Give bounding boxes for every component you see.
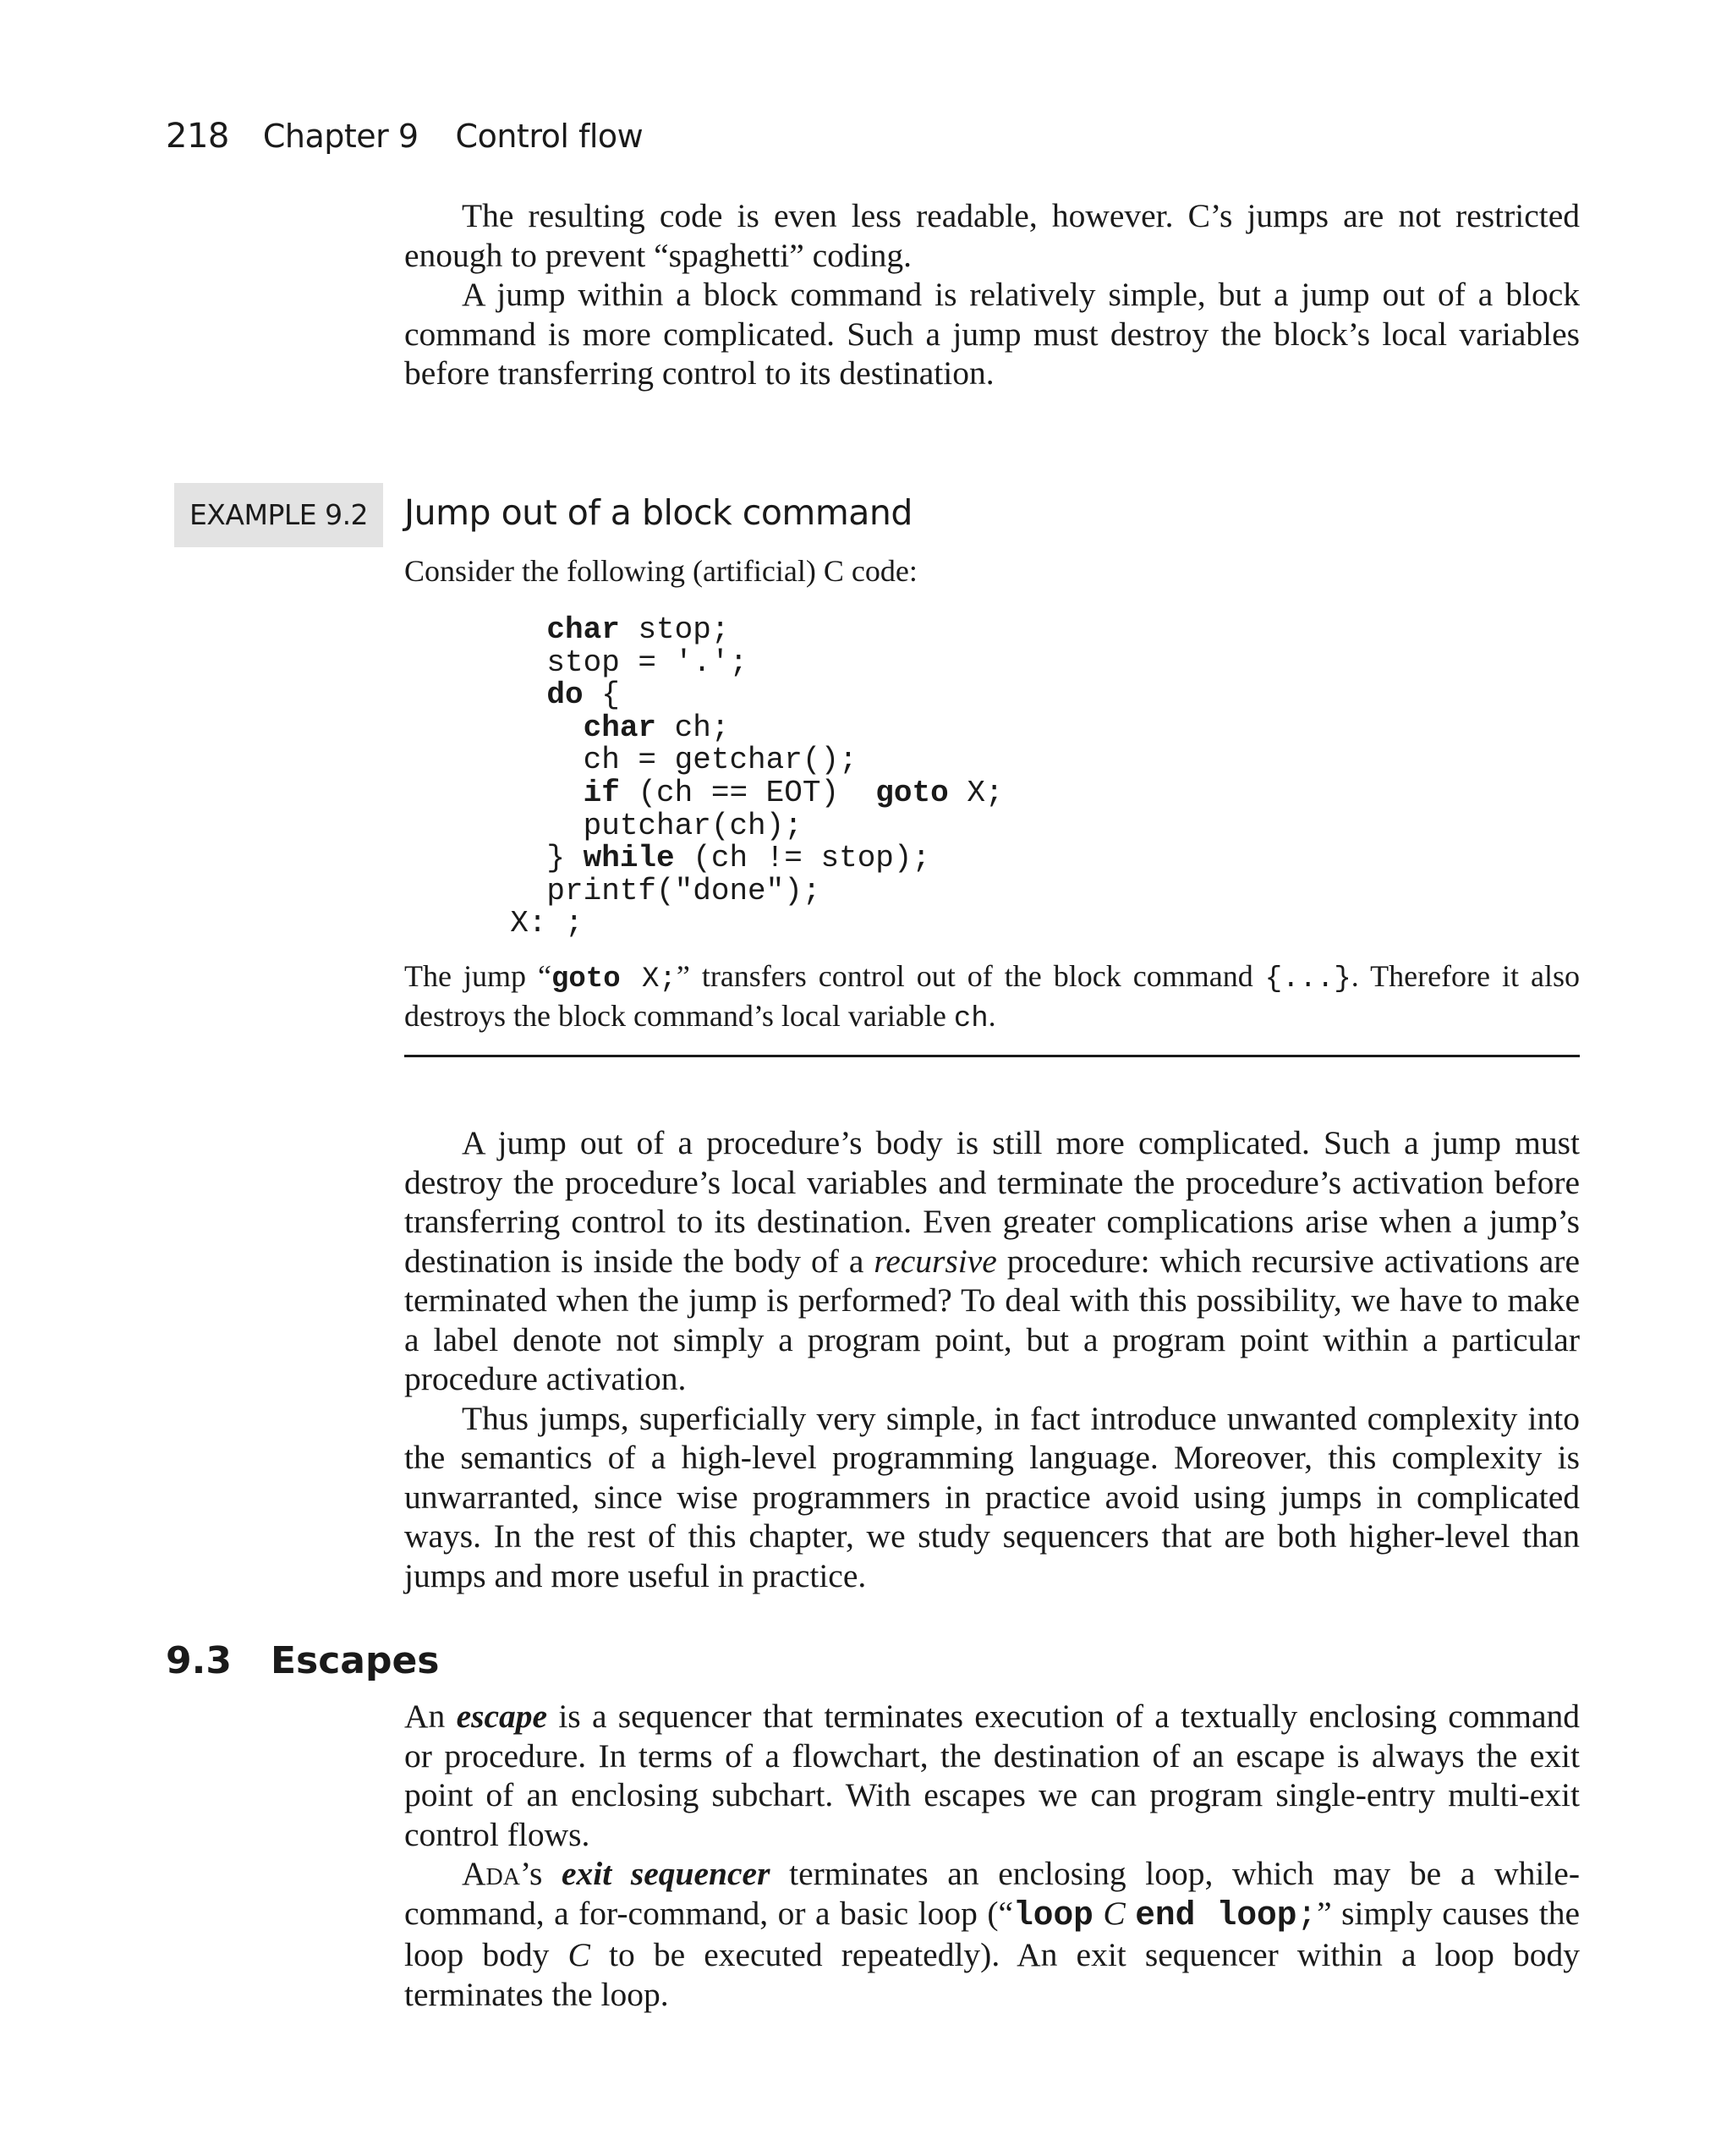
code-keyword: loop <box>1013 1895 1093 1934</box>
section-heading <box>166 1639 440 1682</box>
code-text: { <box>583 678 620 713</box>
paragraph: A jump within a block command is relatively simple, but a jump out of a block command is more complicated. Such a jump must destroy the block’s local variables before transferring control to its destination. <box>404 276 1580 392</box>
code-line <box>474 841 930 875</box>
code-text: (ch == EOT) <box>619 775 876 810</box>
code-keyword: goto <box>551 963 621 996</box>
code-var: C <box>567 1936 590 1973</box>
code-fragment: ; <box>1296 1895 1318 1934</box>
note-text: . Therefore it also destroys the block command’s local variable <box>404 959 1581 1033</box>
code-line <box>474 776 1004 810</box>
chapter-title: Control flow <box>455 118 644 155</box>
code-line <box>474 874 820 908</box>
code-keyword: if <box>583 775 620 810</box>
code-line <box>474 645 748 680</box>
term: exit sequencer <box>561 1855 770 1892</box>
code-keyword: do <box>546 678 584 713</box>
example-tag: EXAMPLE 9.2 <box>174 483 383 547</box>
text-run: A jump out of a procedure’s body is still more complicated. Such a jump must destroy the procedure’s local variables and terminate the procedure’s activation before transferring control to its destination. Even greater complications arise when a jump’s destination is inside the body of a <box>404 1124 1580 1280</box>
text-block-jumps <box>404 1123 1580 1595</box>
term: escape <box>456 1698 548 1735</box>
chapter-label: Chapter 9 <box>262 118 419 155</box>
code-text <box>474 678 546 712</box>
section-title: Escapes <box>270 1639 440 1682</box>
code-text: (ch != stop); <box>674 841 931 876</box>
note-text: The jump “ <box>404 959 551 993</box>
code-line <box>474 612 729 647</box>
code-text: X: ; <box>474 906 584 941</box>
code-line <box>474 678 620 712</box>
example-note <box>404 958 1580 1038</box>
code-line <box>474 743 858 777</box>
text-run: is a sequencer that terminates execution of a textually enclosing command or procedure. In terms of a flowchart, the destination of an escape is always the exit point of an enclosing subchart. With escapes we can program single-entry multi-exit control flows. <box>404 1698 1580 1853</box>
code-text: printf("done"); <box>474 873 821 908</box>
text-block-escapes <box>404 1697 1580 2014</box>
code-var: C <box>1103 1894 1126 1932</box>
text-run: ’s <box>519 1855 562 1892</box>
code-listing <box>474 614 1004 941</box>
code-line <box>474 809 803 843</box>
note-text: . <box>988 999 996 1033</box>
language-name: Ada <box>462 1855 520 1892</box>
example-divider <box>404 1055 1580 1057</box>
code-keyword: char <box>583 710 657 745</box>
text-block-intro <box>404 196 1580 393</box>
code-fragment: {...} <box>1264 963 1351 996</box>
code-text <box>474 612 546 647</box>
code-text: stop = '.'; <box>474 645 748 680</box>
code-fragment: X; <box>620 963 677 996</box>
paragraph <box>404 1697 1580 1854</box>
running-header <box>166 117 643 156</box>
page-number: 218 <box>166 117 229 156</box>
code-text <box>474 776 584 810</box>
example-title: Jump out of a block command <box>404 492 913 533</box>
code-line <box>474 710 729 745</box>
code-fragment: ch <box>953 1003 989 1035</box>
text-run: ” simply causes the loop body <box>404 1894 1581 1973</box>
text-run: An <box>404 1698 457 1735</box>
code-text <box>474 710 584 745</box>
emphasis: recursive <box>874 1242 997 1280</box>
code-keyword: end loop <box>1135 1895 1297 1934</box>
note-text: ” transfers control out of the block command <box>676 959 1265 993</box>
text-run: terminates an enclosing loop, which may be a while-command, a for-command, or a basic loop (“ <box>404 1855 1580 1932</box>
code-keyword: char <box>546 612 620 647</box>
code-text: ch; <box>656 710 730 745</box>
paragraph <box>404 1854 1580 2014</box>
code-keyword: while <box>583 841 675 876</box>
code-keyword: goto <box>875 775 949 810</box>
text-run: procedure: which recursive activations are terminated when the jump is performed? To deal with this possibility, we have to make a label denote not simply a program point, but a program point within a particular procedure activation. <box>404 1242 1580 1397</box>
code-text: stop; <box>619 612 730 647</box>
section-number: 9.3 <box>166 1639 232 1682</box>
paragraph: Thus jumps, superficially very simple, in fact introduce unwanted complexity into the semantics of a high-level programming language. Moreover, this complexity is unwarranted, since wise programmers in practice avoid using jumps in complicated ways. In the rest of this chapter, we study sequencers that are both higher-level than jumps and more useful in practice. <box>404 1399 1580 1594</box>
code-text: ch = getchar(); <box>474 743 858 778</box>
example-intro: Consider the following (artificial) C code: <box>404 554 918 588</box>
text-run: to be executed repeatedly). An exit sequencer within a loop body terminates the loop. <box>404 1936 1580 2013</box>
code-text: X; <box>948 775 1004 810</box>
code-text: putchar(ch); <box>474 808 803 843</box>
code-text: } <box>474 841 584 876</box>
paragraph <box>404 1123 1580 1399</box>
code-line <box>474 906 584 941</box>
paragraph: The resulting code is even less readable, however. C’s jumps are not restricted enough to prevent “spaghetti” coding. <box>404 197 1580 274</box>
